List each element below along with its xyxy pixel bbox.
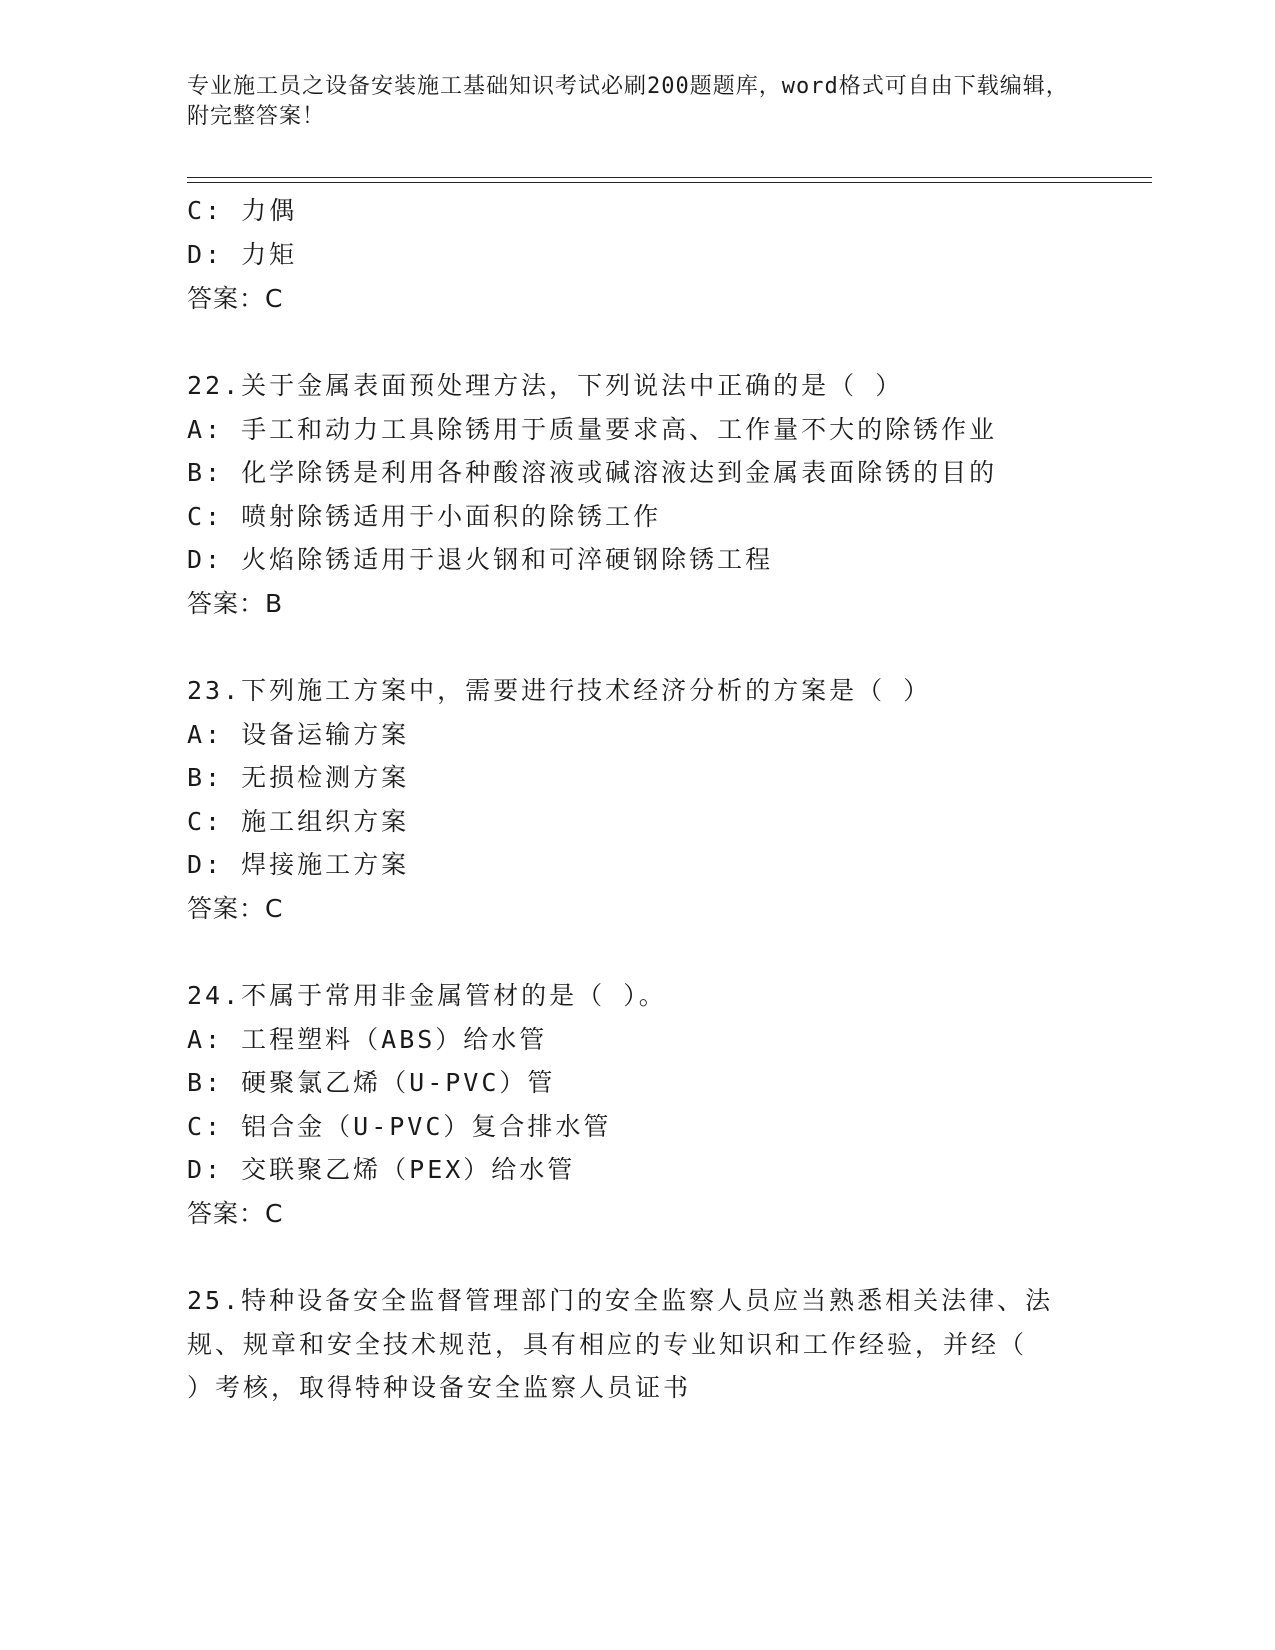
q23-answer: 答案：C [187,894,284,923]
q24-option-d: D: 交联聚乙烯（PEX）给水管 [187,1155,576,1184]
q22-answer: 答案：B [187,589,284,618]
q25-stem-line2: 规、规章和安全技术规范，具有相应的专业知识和工作经验，并经（ [187,1330,1028,1359]
q25-stem-line1: 25.特种设备安全监督管理部门的安全监察人员应当熟悉相关法律、法 [187,1286,1054,1315]
q24-option-b: B: 硬聚氯乙烯（U-PVC）管 [187,1068,556,1097]
header-divider-top [187,177,1152,178]
q22-stem: 22.关于金属表面预处理方法，下列说法中正确的是（ ） [187,371,904,400]
q23-option-b: B: 无损检测方案 [187,763,410,792]
q23-option-d: D: 焊接施工方案 [187,850,410,879]
q22-option-d: D: 火焰除锈适用于退火钢和可淬硬钢除锈工程 [187,545,774,574]
header-divider-bottom [187,182,1152,183]
q21-answer: 答案：C [187,284,284,313]
q21-option-d: D: 力矩 [187,240,298,269]
q22-option-a: A: 手工和动力工具除锈用于质量要求高、工作量不大的除锈作业 [187,415,998,444]
q23-option-c: C: 施工组织方案 [187,807,410,836]
document-header: 专业施工员之设备安装施工基础知识考试必刷200题题库，word格式可自由下载编辑，附完整答案！ [187,74,1069,129]
q22-option-b: B: 化学除锈是利用各种酸溶液或碱溶液达到金属表面除锈的目的 [187,458,998,487]
q24-option-c: C: 铝合金（U-PVC）复合排水管 [187,1112,612,1141]
q24-stem: 24.不属于常用非金属管材的是（ ）。 [187,981,667,1010]
q23-stem: 23.下列施工方案中，需要进行技术经济分析的方案是（ ） [187,676,932,705]
q22-option-c: C: 喷射除锈适用于小面积的除锈工作 [187,502,662,531]
q21-option-c: C: 力偶 [187,196,298,225]
q23-option-a: A: 设备运输方案 [187,720,410,749]
q25-stem-line3: ）考核，取得特种设备安全监察人员证书 [187,1373,692,1402]
q24-option-a: A: 工程塑料（ABS）给水管 [187,1025,548,1054]
q24-answer: 答案：C [187,1199,284,1228]
